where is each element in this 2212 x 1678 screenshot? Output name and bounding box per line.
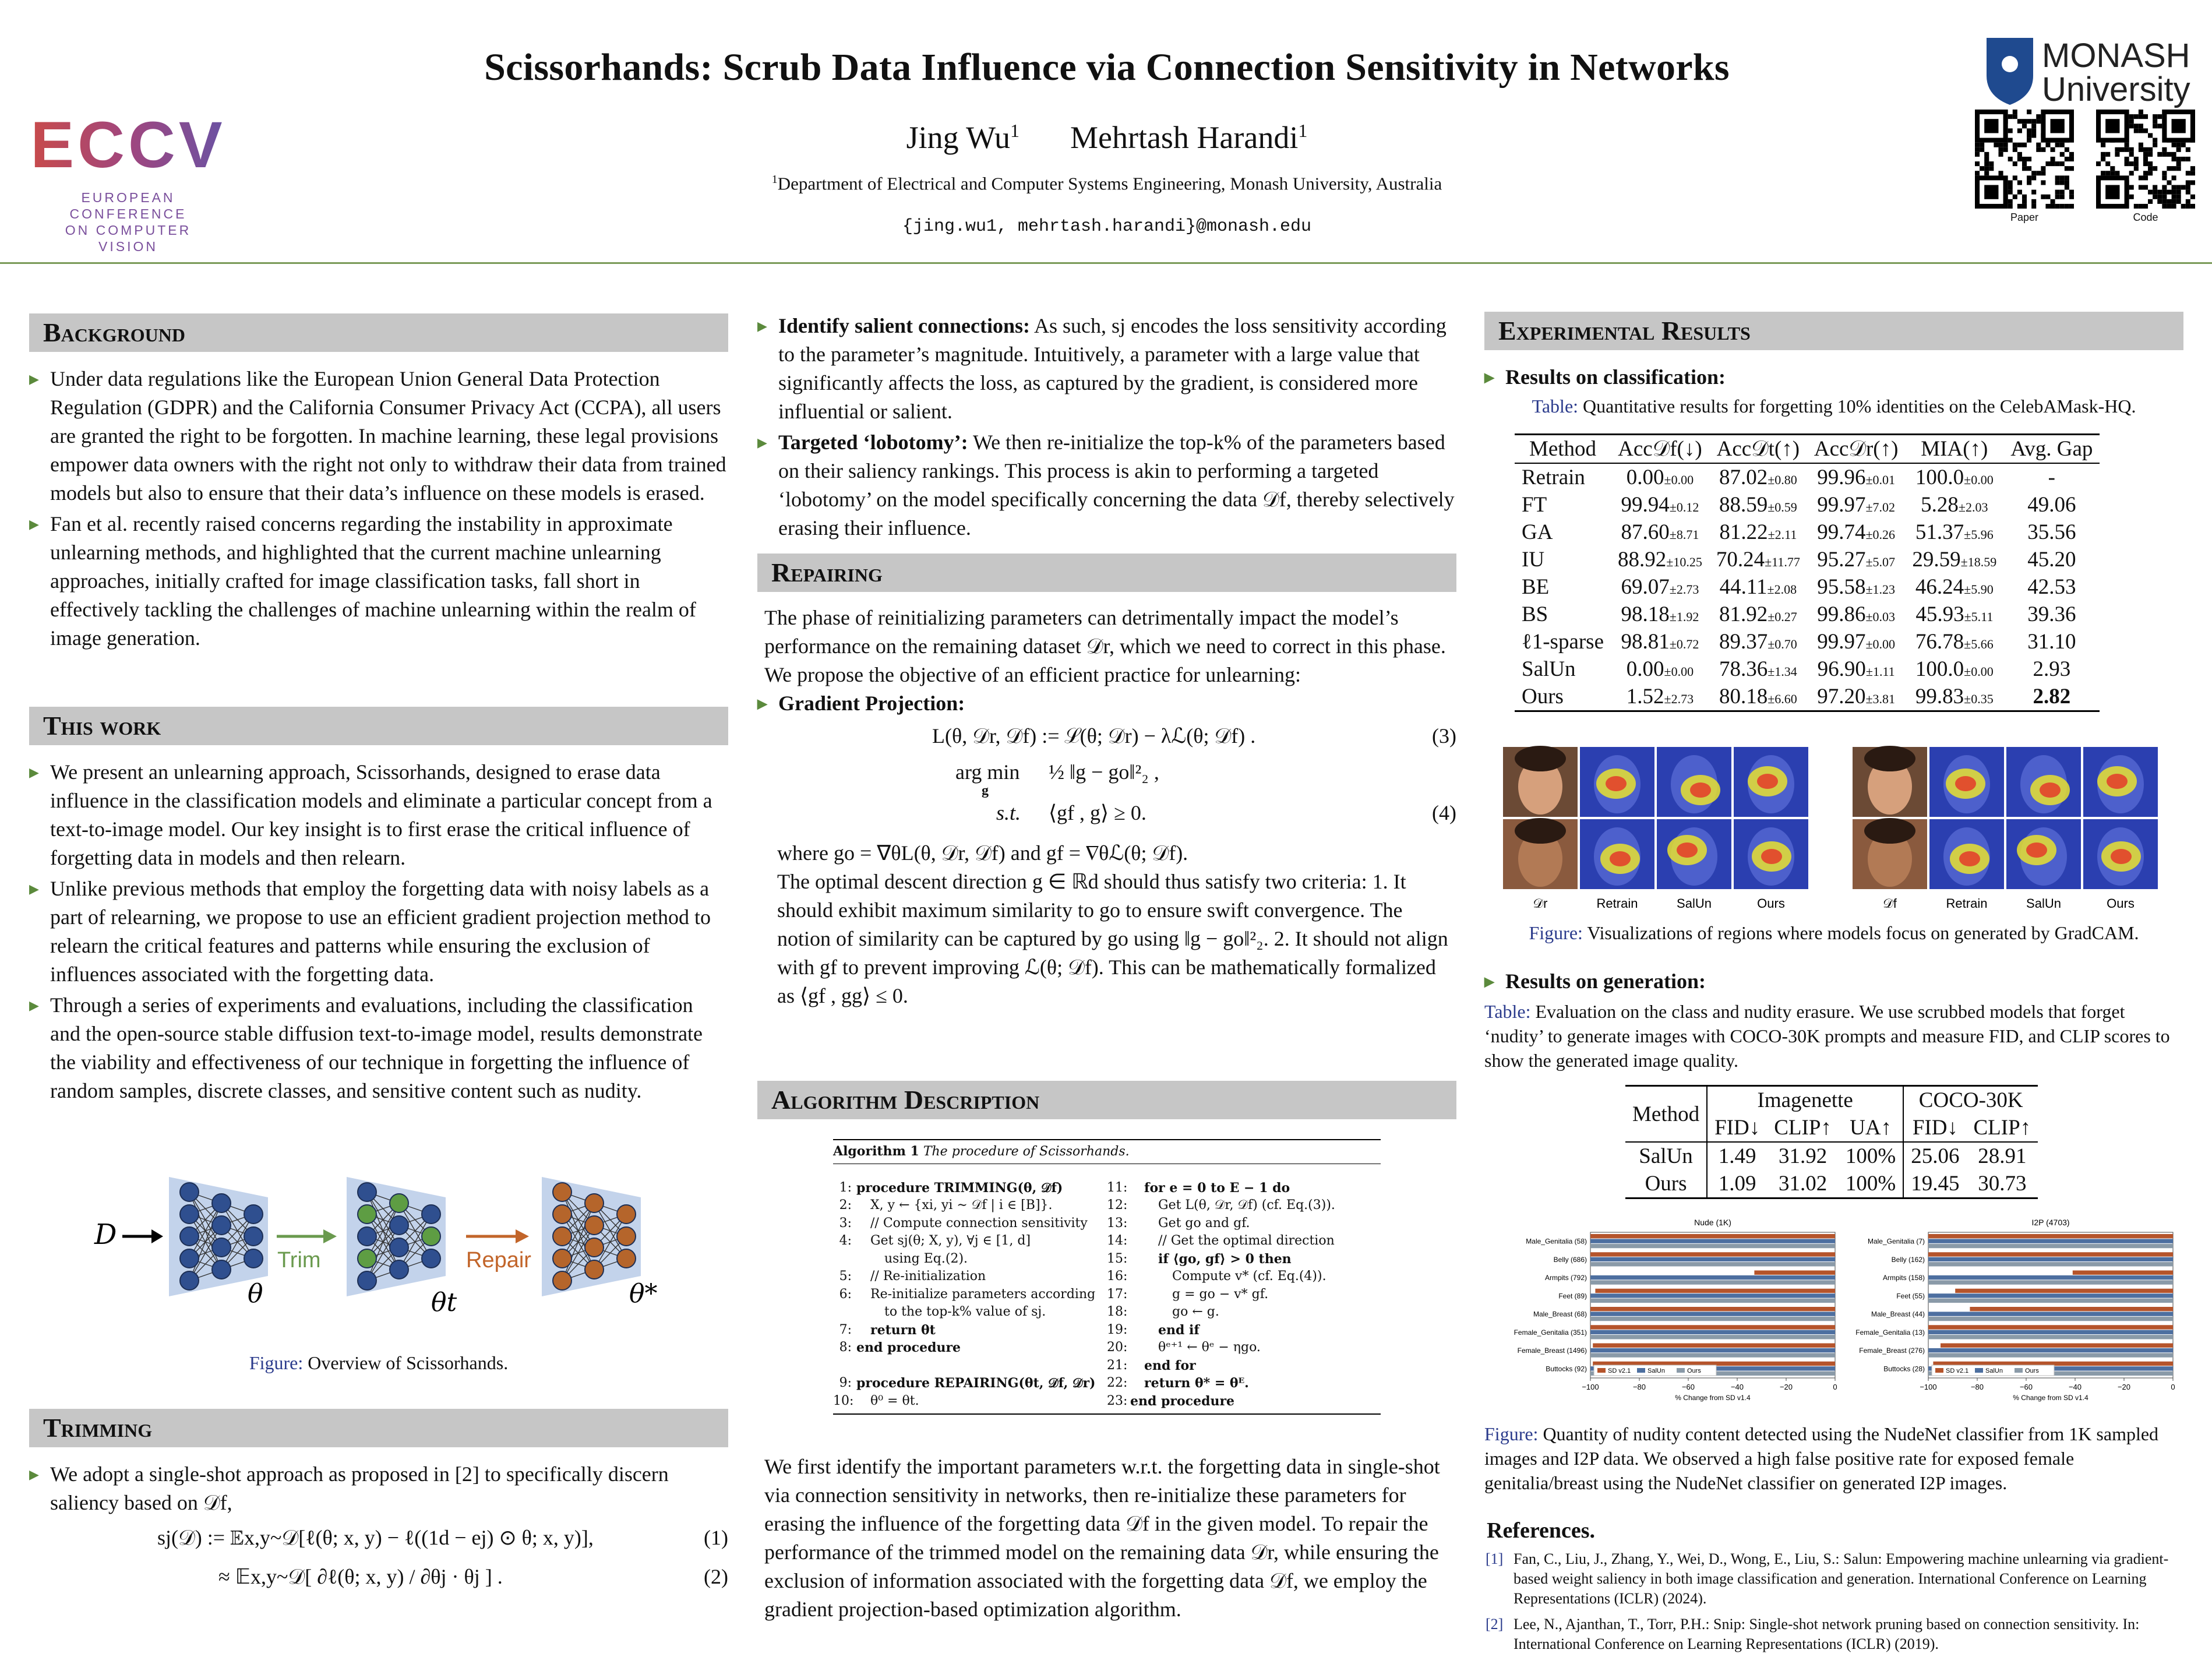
gradcam-label: 𝒟r	[1533, 896, 1548, 911]
algorithm-line: 14: // Get the optimal direction	[1107, 1233, 1335, 1248]
nudity-charts	[1503, 1215, 2190, 1413]
bar	[1590, 1275, 1835, 1279]
bullet-item: ▶ We present an unlearning approach, Scissorhands, designed to erase data influence in the classification models and eliminate a particular concept from a text-to-image model. Our key insight is to first erase the critical influence of forgetting data in models and then relearn.	[29, 758, 728, 872]
category-label: Armpits (792)	[1544, 1274, 1587, 1282]
bar	[1590, 1335, 1835, 1339]
bar	[1590, 1244, 1835, 1248]
bullet-item: ▶ Results on generation:	[1484, 967, 2183, 996]
gradcam-label: Ours	[2107, 896, 2135, 911]
category-label: Female_Genitalia (13)	[1855, 1328, 1925, 1337]
bar	[1928, 1293, 2173, 1298]
face-image	[1503, 746, 1578, 817]
x-tick-label: −100	[1920, 1383, 1937, 1391]
reference-item: [1] Fan, C., Liu, J., Zhang, Y., Wei, D., Wong, E., Liu, S.: Salun: Empowering machine unlearning via gradient-based weight saliency in both image classification and generation. International Conference on Learning Representations (ICLR) (2024).	[1486, 1550, 2169, 1607]
algorithm-line: 7: return θt	[839, 1322, 936, 1338]
table-row: IU 88.92±10.25 70.24±11.77 95.27±5.07 29.59±18.59 45.20	[1522, 548, 2076, 572]
overview-figure	[82, 1165, 664, 1323]
bar	[1928, 1244, 2173, 1248]
legend-label: SD v2.1	[1946, 1367, 1969, 1374]
algorithm-line: 10: θ⁰ = θt.	[833, 1393, 919, 1408]
category-label: Female_Breast (276)	[1859, 1346, 1925, 1355]
overview-caption: Figure: Overview of Scissorhands.	[249, 1352, 509, 1373]
bar	[1590, 1257, 1835, 1261]
bar	[1590, 1293, 1835, 1298]
x-tick-label: 0	[2171, 1383, 2175, 1391]
reference-item: [2] Lee, N., Ajanthan, T., Torr, P.H.: Snip: Single-shot network pruning based on connection sensitivity. In: International Conference on Learning Representations (ICLR) (2019).	[1486, 1616, 2140, 1652]
category-label: Male_Genitalia (58)	[1526, 1237, 1587, 1246]
table-row: Ours 1.52±2.73 80.18±6.60 97.20±3.81 99.83±0.35 2.82	[1515, 683, 2100, 711]
background-section	[29, 313, 728, 655]
bar	[1590, 1330, 1835, 1334]
bullet-item: ▶ Through a series of experiments and evaluations, including the classification and the open-source stable diffusion text-to-image model, results demonstrate the viability and effectiveness of our technique in forgetting the influence of random samples, discrete classes, and sensitive content such as nudity.	[29, 991, 728, 1105]
svg-text:Trim: Trim	[277, 1248, 321, 1272]
section-heading: Trimming	[29, 1409, 728, 1447]
gradcam-heatmap	[1734, 747, 1808, 817]
algorithm-line: 9: procedure REPAIRING(θt, 𝒟f, 𝒟r)	[839, 1376, 1096, 1391]
equation-4b: s.t. ⟨gf , g⟩ ≥ 0. (4)	[996, 801, 1456, 824]
face-image	[1503, 818, 1578, 889]
algorithm-line: 8: end procedure	[839, 1340, 961, 1355]
header-divider	[0, 262, 2212, 264]
category-label: Female_Breast (1496)	[1517, 1346, 1587, 1355]
algorithm-line: 18: go ← g.	[1107, 1305, 1219, 1319]
bar	[1590, 1317, 1835, 1321]
gradcam-heatmap	[2083, 819, 2158, 889]
bullet-item: ▶ Results on classification:	[1484, 363, 2183, 392]
section-heading: This work	[29, 707, 728, 745]
gradcam-label: SalUn	[2026, 896, 2061, 911]
gradcam-heatmap	[1929, 747, 2004, 817]
x-tick-label: −20	[1779, 1383, 1793, 1391]
x-tick-label: −80	[1632, 1383, 1646, 1391]
bar	[1928, 1325, 2173, 1329]
algorithm-line: 20: θᵉ⁺¹ ← θᵉ − ηgo.	[1107, 1340, 1261, 1355]
bar	[1590, 1234, 1835, 1238]
face-image	[1853, 746, 1927, 817]
algorithm-line: 5: // Re-initialization	[839, 1269, 986, 1284]
gradcam-label: SalUn	[1677, 896, 1712, 911]
author-name: Mehrtash Harandi	[1070, 120, 1299, 155]
generation-table: Method Imagenette COCO-30K FID↓ CLIP↑ UA↑ FID↓ CLIP↑ SalUn 1.49 31.92 100% 25.06 28.91 Ours 1.09 31.02 100% 19.45 30.73	[1625, 1085, 2038, 1199]
category-label: Male_Breast (68)	[1533, 1310, 1587, 1319]
bar	[1595, 1289, 1835, 1293]
network-trimmed-icon	[347, 1177, 446, 1296]
bar	[1590, 1262, 1835, 1266]
algorithm-right-column	[1107, 1179, 1381, 1411]
bullet-item: ▶ Under data regulations like the European Union General Data Protection Regulation (GDPR) and the California Consumer Privacy Act (CCPA), all users are granted the right to be forgotten. In machine learning, these legal provisions empower data owners with the right not only to withdraw their data from trained models but also to ensure that their data’s influence on these models is erased.	[29, 365, 728, 507]
gradcam-label: 𝒟f	[1883, 896, 1897, 911]
bar	[1928, 1280, 2173, 1284]
x-axis-label: % Change from SD v1.4	[2013, 1394, 2088, 1402]
bar	[1590, 1299, 1835, 1303]
legend-label: SD v2.1	[1608, 1367, 1631, 1374]
category-label: Belly (162)	[1891, 1255, 1925, 1264]
bar	[1928, 1335, 2173, 1339]
this-work-section	[29, 707, 728, 1108]
algorithm-left-column	[833, 1179, 1107, 1411]
bar	[1590, 1353, 1835, 1357]
algorithm-line: 12: Get L(θ, 𝒟r, 𝒟f) (cf. Eq.(3)).	[1107, 1198, 1335, 1212]
algorithm-line: 17: g = go − v* gf.	[1107, 1286, 1269, 1302]
category-label: Female_Genitalia (351)	[1514, 1328, 1587, 1337]
face-image	[1853, 818, 1927, 889]
generation-results: ▶ Results on generation: Table: Evaluation on the class and nudity erasure. We use scrubbed models that forget ‘nudity’ to generate images with COCO-30K prompts and measure FID, and CLIP scores to show the generated image quality.	[1484, 967, 2183, 1073]
classification-table: Method Acc𝒟f(↓) Acc𝒟t(↑) Acc𝒟r(↑) MIA(↑) Avg. Gap Retrain 0.00±0.00 87.02±0.80 99.96±0.01 100.0±0.00 - FT 99.94±0.12 88.59±0.59 99.97±7.02 5.28±2.03 49.06 GA 87.60±8.71 81.22±2.11 99.74±0.26 51.37±5.96 35.56 IU 88.92±10.25 70.24±11.77 95.27±5.07 29.59±18.59 45.20 BE 69.07±2.73 44.11±2.08 95.58±1.23 46.24±5.90 42.53 BS 98.18±1.92 81.92±0.27 99.86±0.03 45.93±5.11 39.36 ℓ1-sparse 98.81±0.72 89.37±0.70 99.97±0.00 76.78±5.66 31.10 SalUn 0.00±0.00 78.36±1.34 96.90±1.11 100.0±0.00 2.93 Ours 1.52±2.73 80.18±6.60 97.20±3.81 99.83±0.35 2.82	[1515, 433, 2100, 712]
x-tick-label: −80	[1970, 1383, 1984, 1391]
x-tick-label: −60	[1681, 1383, 1695, 1391]
bullet-item: ▶ Fan et al. recently raised concerns regarding the instability in approximate unlearning methods, and highlighted that the current machine unlearning approaches, initially crafted for image classification tasks, fall short in effectively tackling the challenges of machine unlearning within the realm of image generation.	[29, 510, 728, 653]
equation-4a: arg min g ½ ‖g − go‖²₂ ,	[955, 760, 1159, 798]
equation-2: ≈ 𝔼x,y~𝒟[ ∂ℓ(θ; x, y) / ∂θj · θj ] . (2)	[218, 1565, 728, 1588]
algorithm-line: 23: end procedure	[1107, 1393, 1235, 1409]
x-tick-label: 0	[1833, 1383, 1837, 1391]
bar	[1928, 1252, 2173, 1256]
repairing-section: Repairing The phase of reinitializing parameters can detrimentally impact the model’s performance on the remaining dataset 𝒟r, which we need to correct in this phase. We propose the objective of an efficient practice for unlearning: ▶ Gradient Projection: L(θ, 𝒟r, 𝒟f) := ℒ(θ; 𝒟r) − λℒ(θ; 𝒟f) . (3) arg min g ½ ‖g − go‖²₂ , s.t. ⟨gf , g⟩ ≥ 0. (4) where go = ∇θL(θ, 𝒟r, 𝒟f) and gf = ∇θℒ(θ; 𝒟f). The optimal descent direction g ∈ ℝd should thus satisfy two criteria: 1. It should exhibit maximum similarity to go to ensure swift convergence. The notion of similarity can be captured by go using ‖g − go‖²₂. 2. It should not align with gf to prevent improving ℒ(θ; 𝒟f). This can be mathematically formalized as ⟨gf , gg⟩ ≤ 0.	[757, 554, 1456, 1010]
references-section	[1486, 1518, 2185, 1660]
algorithm-line: 6: Re-initialize parameters according	[839, 1286, 1096, 1302]
svg-text:θ*: θ*	[629, 1279, 658, 1309]
algorithm-line: 16: Compute v* (cf. Eq.(4)).	[1107, 1269, 1327, 1284]
gradcam-heatmap	[1657, 747, 1731, 817]
bar	[1590, 1239, 1835, 1243]
bullet-item: ▶ Identify salient connections: As such, sj encodes the loss sensitivity according to the parameter’s magnitude. Intuitively, a parameter with a large value that significantly affects the loss, as captured by the gradient, is considered more influential or salient.	[757, 312, 1456, 426]
algorithm-line: 15: if ⟨go, gf⟩ > 0 then	[1107, 1251, 1292, 1267]
chart-legend	[1594, 1365, 1716, 1376]
gradcam-label: Retrain	[1596, 896, 1638, 911]
table-row: Retrain 0.00±0.00 87.02±0.80 99.96±0.01 100.0±0.00 -	[1515, 463, 2100, 491]
svg-text:D: D	[94, 1218, 117, 1251]
gradcam-label: Retrain	[1946, 896, 1988, 911]
table-row: FT 99.94±0.12 88.59±0.59 99.97±7.02 5.28±2.03 49.06	[1522, 493, 2076, 517]
section-heading: Background	[29, 313, 728, 352]
gradcam-figure	[1503, 746, 2182, 915]
algorithm-line: 2: X, y ← {xi, yi ∼ 𝒟f | i ∈ [B]}.	[839, 1198, 1053, 1212]
bar	[1928, 1275, 2173, 1279]
qr-code[interactable]: Code	[2096, 110, 2195, 224]
algorithm-line: 19: end if	[1107, 1322, 1200, 1338]
table-row: SalUn 0.00±0.00 78.36±1.34 96.90±1.11 100.0±0.00 2.93	[1522, 657, 2071, 681]
chart-legend	[1932, 1365, 2054, 1376]
section-heading: Experimental Results	[1484, 312, 2183, 350]
affiliation: $^1$Department of Electrical and Computer Systems Engineering, Monash University, Australia	[771, 173, 1442, 194]
bullet-item: ▶ We adopt a single-shot approach as proposed in [2] to specifically discern saliency based on 𝒟f,	[29, 1460, 728, 1517]
gradcam-heatmap	[2006, 819, 2081, 889]
svg-text:University: University	[2042, 70, 2190, 108]
bar	[1941, 1344, 2173, 1348]
bar	[1590, 1325, 1835, 1329]
algorithm-line: 4: Get sj(θ; X, y), ∀j ∈ [1, d]	[839, 1233, 1031, 1248]
x-tick-label: −40	[2068, 1383, 2082, 1391]
equation-3: L(θ, 𝒟r, 𝒟f) := ℒ(θ; 𝒟r) − λℒ(θ; 𝒟f) . (3)	[932, 724, 1456, 748]
bar	[1928, 1239, 2173, 1243]
bar	[1590, 1312, 1835, 1316]
gradcam-heatmap	[1929, 819, 2004, 889]
gradcam-heatmap	[2083, 747, 2158, 817]
bullet-item: ▶ Unlike previous methods that employ the forgetting data with noisy labels as a part of relearning, we propose to use an efficient gradient projection method to relearn the critical features and patterns while ensuring the exclusion of influences associated with the forgetting data.	[29, 875, 728, 989]
gradcam-label: Ours	[1757, 896, 1785, 911]
category-label: Armpits (158)	[1882, 1274, 1925, 1282]
email-line[interactable]: {jing.wu1, mehrtash.harandi}@monash.edu	[902, 217, 1312, 237]
algorithm-line: 3: // Compute connection sensitivity	[839, 1215, 1088, 1231]
legend-label: SalUn	[1647, 1367, 1665, 1374]
chart-title: Nude (1K)	[1694, 1218, 1731, 1227]
category-label: Buttocks (28)	[1883, 1365, 1925, 1373]
bar	[1590, 1348, 1835, 1352]
eccv-logo	[23, 114, 233, 181]
gradcam-heatmap	[1734, 819, 1808, 889]
bar	[1928, 1348, 2173, 1352]
category-label: Feet (55)	[1896, 1292, 1925, 1300]
monash-logo	[1984, 32, 2205, 111]
section-heading: Algorithm Description	[757, 1081, 1456, 1119]
algorithm-line	[833, 1357, 1107, 1375]
legend-label: SalUn	[1985, 1367, 2003, 1374]
eccv-wordmark: ECCV	[30, 114, 226, 178]
gradcam-heatmap	[2006, 747, 2081, 817]
gradcam-heatmap	[1657, 819, 1731, 889]
algorithm-line: 22: return θ* = θᴱ.	[1107, 1376, 1249, 1391]
table-row: BE 69.07±2.73 44.11±2.08 95.58±1.23 46.24±5.90 42.53	[1522, 575, 2076, 599]
author-name: Jing Wu	[906, 120, 1010, 155]
bar	[2073, 1271, 2173, 1275]
bar	[1928, 1262, 2173, 1266]
algorithm-box: Algorithm 1 The procedure of Scissorhands. 1: procedure TRIMMING(θ, 𝒟f) 2: X, y ← {xi, yi ∼ 𝒟f | i ∈ [B]}. 3: // Compute connection sensitivity 4: Get sj(θ; X, y), ∀j ∈ [1, d] using Eq.(2). 5: // Re-initialization 6: Re-initialize parameters according to the top-k% value of sj. 7: return θt 8: end procedure 9: procedure REPAIRING(θt, 𝒟f, 𝒟r) 10: θ⁰ = θt. 11: for e = 0 to E − 1 do 12: Get L(θ, 𝒟r, 𝒟f) (cf. Eq.(3)). 13: Get go and gf. 14: // Get the optimal direction 15: if ⟨go, gf⟩ > 0 then 16: Compute v* (cf. Eq.(4)). 17: g = go − v* gf. 18: go ← g. 19: end if 20: θᵉ⁺¹ ← θᵉ − ηgo. 21: end for 22: return θ* = θᴱ. 23: end procedure	[833, 1139, 1381, 1415]
section-heading: Repairing	[757, 554, 1456, 592]
poster-title: Scissorhands: Scrub Data Influence via Connection Sensitivity in Networks	[484, 46, 1730, 89]
algorithm-line: 13: Get go and gf.	[1107, 1215, 1250, 1231]
network-repaired-icon	[542, 1177, 641, 1296]
bar	[1928, 1330, 2173, 1334]
algorithm-section	[757, 1081, 1456, 1119]
x-axis-label: % Change from SD v1.4	[1675, 1394, 1751, 1402]
table-row: ℓ1-sparse 98.81±0.72 89.37±0.70 99.97±0.00 76.78±5.66 31.10	[1522, 630, 2076, 654]
gradcam-caption: Figure: Visualizations of regions where models focus on generated by GradCAM.	[1529, 922, 2139, 943]
bar	[1754, 1271, 1835, 1275]
algorithm-line: to the top-k% value of sj.	[884, 1305, 1046, 1319]
eccv-subtitle: EUROPEAN CONFERENCE ON COMPUTER VISION	[65, 190, 192, 254]
category-label: Feet (89)	[1558, 1292, 1587, 1300]
gradcam-heatmap	[1580, 747, 1654, 817]
trimming-section	[29, 1409, 728, 1599]
bar	[1928, 1234, 2173, 1238]
algorithm-description: We first identify the important parameters w.r.t. the forgetting data in single-shot via connection sensitivity in networks, then re-initialize these parameters for erasing the influence of the forgetting data 𝒟f in the given model. To repair the performance of the trimmed model on the remaining data 𝒟r, while ensuring the exclusion of information associated with the forgetting data 𝒟f, we employ the gradient projection-based optimization algorithm.	[764, 1455, 1440, 1621]
bar	[1970, 1307, 2173, 1311]
qr-paper[interactable]: Paper	[1975, 110, 2074, 224]
x-tick-label: −40	[1730, 1383, 1744, 1391]
bar	[1928, 1312, 2173, 1316]
x-tick-label: −100	[1582, 1383, 1599, 1391]
author-list: Jing Wu$^1$ Mehrtash Harandi$^1$	[906, 120, 1308, 155]
svg-text:Repair: Repair	[466, 1248, 531, 1272]
algorithm-line: 21: end for	[1107, 1358, 1196, 1373]
equation-1: sj(𝒟) := 𝔼x,y~𝒟[ℓ(θ; x, y) − ℓ((1d − ej) ⊙ θ; x, y)], (1)	[157, 1526, 728, 1549]
references-heading: References.	[1487, 1518, 1596, 1543]
x-tick-label: −20	[2117, 1383, 2131, 1391]
svg-text:θ: θ	[248, 1279, 263, 1309]
bullet-item: ▶ Gradient Projection:	[757, 689, 1456, 718]
bar	[1590, 1280, 1835, 1284]
category-label: Male_Genitalia (7)	[1867, 1237, 1925, 1246]
bullet-item: ▶ Targeted ‘lobotomy’: We then re-initialize the top-k% of the parameters based on their saliency rankings. This process is akin to performing a targeted ‘lobotomy’ on the model specifically concerning the data 𝒟f, thereby selectively erasing their influence.	[757, 428, 1456, 542]
algorithm-line: using Eq.(2).	[884, 1251, 968, 1266]
bar	[1590, 1307, 1835, 1311]
nudity-caption: Figure: Quantity of nudity content detected using the NudeNet classifier from 1K sampled images and I2P data. We observed a high false positive rate for exposed female genitalia/breast using the NudeNet classifier on generated I2P images.	[1484, 1423, 2159, 1493]
qr-code-icon	[2096, 110, 2195, 209]
x-tick-label: −60	[2019, 1383, 2033, 1391]
bar	[1928, 1353, 2173, 1357]
trimming-continued	[757, 312, 1456, 545]
chart-title: I2P (4703)	[2031, 1218, 2070, 1227]
category-label: Buttocks (92)	[1546, 1365, 1587, 1373]
bar	[1590, 1252, 1835, 1256]
gradcam-heatmap	[1580, 819, 1654, 889]
table-row: BS 98.18±1.92 81.92±0.27 99.86±0.03 45.93±5.11 39.36	[1522, 602, 2076, 626]
bar	[1928, 1257, 2173, 1261]
algorithm-line: 1: procedure TRIMMING(θ, 𝒟f)	[839, 1180, 1063, 1196]
bar	[1928, 1299, 2173, 1303]
bar	[1928, 1317, 2173, 1321]
bar	[1955, 1289, 2173, 1293]
bar	[1593, 1344, 1835, 1348]
qr-code-icon	[1975, 110, 2074, 209]
table-row: GA 87.60±8.71 81.22±2.11 99.74±0.26 51.37±5.96 35.56	[1522, 520, 2076, 544]
category-label: Belly (686)	[1553, 1255, 1587, 1264]
category-label: Male_Breast (44)	[1871, 1310, 1925, 1319]
legend-label: Ours	[2025, 1367, 2039, 1374]
results-section	[1484, 312, 2183, 418]
legend-label: Ours	[1687, 1367, 1701, 1374]
algorithm-line: 11: for e = 0 to E − 1 do	[1107, 1180, 1290, 1196]
table1-caption: Table: Quantitative results for forgetting 10% identities on the CelebAMask-HQ.	[1532, 396, 2136, 417]
svg-text:MONASH: MONASH	[2042, 37, 2190, 75]
svg-text:θt: θt	[431, 1288, 457, 1317]
